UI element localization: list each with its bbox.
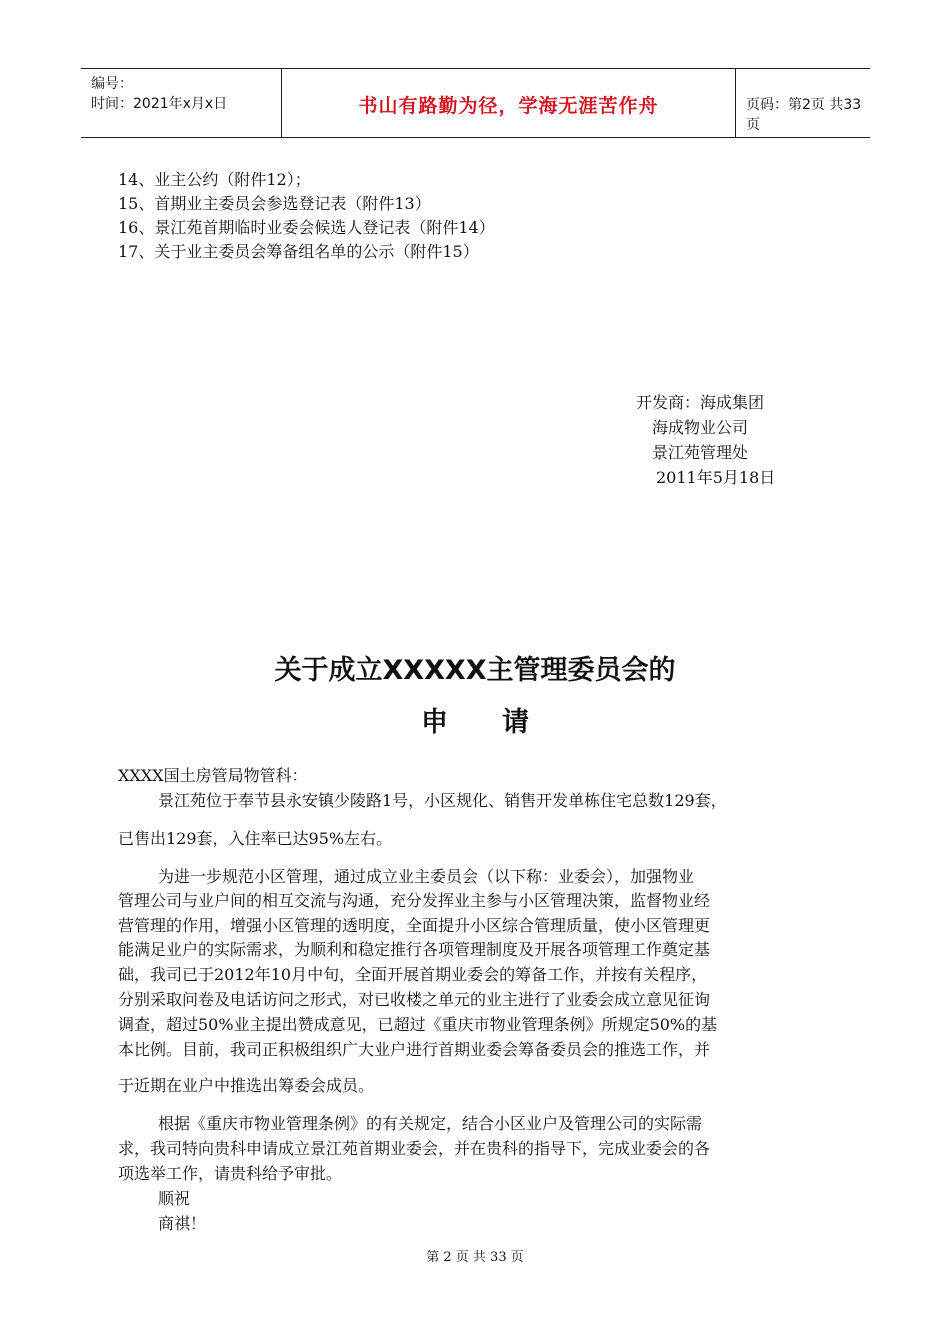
header-motto: 书山有路勤为径，学海无涯苦作舟 [358, 95, 659, 117]
document-number: 编号： [91, 76, 133, 92]
attachment-item: 16、景江苑首期临时业委会候选人登记表（附件14） [118, 218, 495, 237]
paragraph-line: 能满足业户的实际需求，为顺利和稳定推行各项管理制度及开展各项管理工作奠定基 [118, 940, 711, 959]
paragraph-line: 已售出129套，入住率已达95%左右。 [118, 829, 393, 848]
signature-office: 景江苑管理处 [652, 443, 749, 462]
closing-wish: 顺祝 [158, 1189, 191, 1208]
paragraph-line: 分别采取问卷及电话访问之形式，对已收楼之单元的业主进行了业委会成立意见征询 [118, 990, 711, 1009]
page-footer: 第 2 页 共 33 页 [426, 1250, 524, 1265]
signature-company: 海成物业公司 [652, 418, 749, 437]
closing-regards: 商祺！ [158, 1214, 207, 1233]
paragraph-line: 求，我司特向贵科申请成立景江苑首期业委会，并在贵科的指导下，完成业委会的各 [118, 1139, 711, 1158]
paragraph-line: 项选举工作，请贵科给予审批。 [118, 1164, 343, 1183]
paragraph-line: 调查，超过50%业主提出赞成意见，已超过《重庆市物业管理条例》所规定50%的基 [118, 1015, 718, 1034]
document-time: 时间：2021年x月x日 [91, 96, 228, 112]
paragraph-line: 本比例。目前，我司正积极组织广大业户进行首期业委会筹备委员会的推选工作，并 [118, 1040, 711, 1059]
paragraph-line: 管理公司与业户间的相互交流与沟通，充分发挥业主参与小区管理决策，监督物业经 [118, 891, 711, 910]
paragraph-line: 根据《重庆市物业管理条例》的有关规定，结合小区业户及管理公司的实际需 [158, 1114, 703, 1133]
page-header [81, 68, 870, 138]
paragraph-line: 础，我司已于2012年10月中旬，全面开展首期业委会的筹备工作，并按有关程序， [118, 965, 708, 984]
header-page-cell [736, 69, 870, 137]
header-meta-cell [81, 69, 282, 137]
letter-title-sub: 申 请 [421, 707, 529, 738]
signature-date: 2011年5月18日 [656, 468, 776, 487]
letter-title: 关于成立XXXXX主管理委员会的 [274, 655, 676, 686]
attachment-item: 15、首期业主委员会参选登记表（附件13） [118, 194, 431, 213]
page-code: 页码：第2页 共33页 [746, 97, 862, 133]
header-motto-cell [282, 69, 736, 137]
paragraph-line: 于近期在业户中推选出筹委会成员。 [118, 1076, 375, 1095]
letter-salutation: XXXX国土房管局物管科： [118, 766, 308, 785]
paragraph-line: 为进一步规范小区管理，通过成立业主委员会（以下称：业委会），加强物业 [158, 867, 695, 886]
attachment-item: 14、业主公约（附件12）； [118, 170, 311, 189]
paragraph-line: 景江苑位于奉节县永安镇少陵路1号，小区规化、销售开发单栋住宅总数129套， [158, 791, 727, 810]
signature-developer: 开发商：海成集团 [636, 393, 765, 412]
paragraph-line: 营管理的作用，增强小区管理的透明度，全面提升小区综合管理质量，使小区管理更 [118, 916, 711, 935]
attachment-item: 17、关于业主委员会筹备组名单的公示（附件15） [118, 242, 479, 261]
